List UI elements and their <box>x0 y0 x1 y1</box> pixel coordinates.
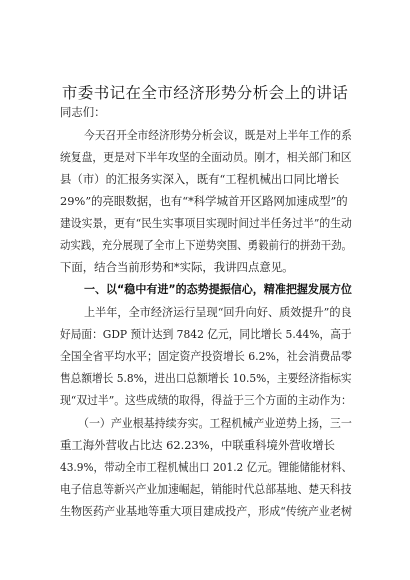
paragraph-line: 下面，结合当前形势和*实际，我讲四点意见。 <box>60 260 294 274</box>
paragraph-line: 动实践，充分展现了全市上下逆势突围、勇毅前行的拼劲干劲。 <box>60 238 352 252</box>
paragraph-line: 统复盘，更是对下半年攻坚的全面动员。刚才，相关部门和区 <box>60 150 352 164</box>
greeting: 同志们： <box>60 105 106 119</box>
paragraph-line: 售总额增长 5.8%，进出口总额增长 10.5%，主要经济指标实 <box>60 371 352 385</box>
paragraph-line: 电子信息等新兴产业加速崛起，销能时代总部基地、楚天科技 <box>60 482 352 496</box>
section-heading: 一、以“稳中有进”的态势提振信心，精准把握发展方位 <box>84 282 352 296</box>
paragraph-line: 重工海外营收占比达 62.23%，中联重科境外营收增长 <box>60 438 335 452</box>
paragraph-line: 县（市）的汇报务实深入，既有“工程机械出口同比增长 <box>60 172 340 186</box>
paragraph-line: 今天召开全市经济形势分析会议，既是对上半年工作的系 <box>84 128 352 142</box>
paragraph-line: 全国全省平均水平；固定资产投资增长 6.2%，社会消费品零 <box>60 349 352 363</box>
paragraph-line: 29%”的亮眼数据，也有“*科学城首开区路网加速成型”的 <box>60 194 348 208</box>
document-title: 市委书记在全市经济形势分析会上的讲话 <box>61 84 349 102</box>
paragraph-line: （一）产业根基持续夯实。工程机械产业逆势上扬，三一 <box>78 416 352 430</box>
paragraph-line: 生物医药产业基地等重大项目建成投产，形成“传统产业老树 <box>60 504 352 518</box>
paragraph-line: 43.9%，带动全市工程机械出口 201.2 亿元。锂能储能材料、 <box>60 460 353 474</box>
paragraph-line: 好局面：GDP 预计达到 7842 亿元，同比增长 5.44%，高于 <box>60 327 352 341</box>
paragraph-line: 现“双过半”。这些成绩的取得，得益于三个方面的主动作为： <box>60 393 352 407</box>
paragraph-line: 建设实景，更有“民生实事项目实现时间过半任务过半”的生动 <box>60 216 352 230</box>
paragraph-line: 上半年，全市经济运行呈现“回升向好、质效提升”的良 <box>84 305 352 319</box>
